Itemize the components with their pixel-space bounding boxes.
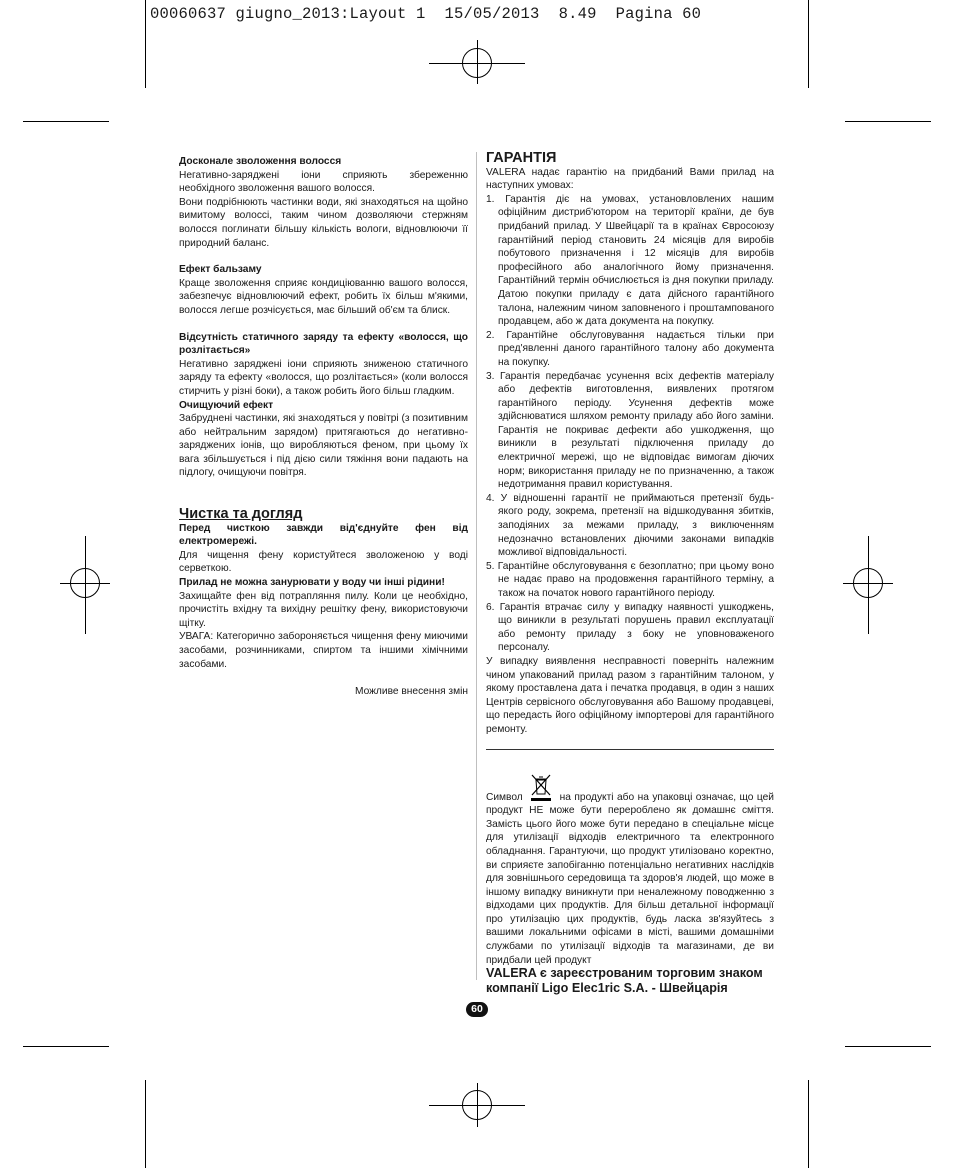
crossed-bin-icon bbox=[529, 772, 553, 802]
column-divider bbox=[476, 152, 477, 980]
left-column bbox=[179, 155, 468, 699]
warranty-item: 1. Гарантія діє на умовах, установловлених нашим офіційним дистриб'ютором на території країни, де був придбаний прилад. У Швейцарії та в країнах Євросоюзу гарантійний період становить 24 місяців для виробів побутового призначення і 12 місяців для виробів професійного або аналогічного йому призначення. Гарантійний термін обчислюється із дня покупки приладу. Датою покупки приладу є дата дійсного гарантійного талона, належним чином заповненого і проштампованого продавцем, або ж дата документа на покупку. bbox=[486, 193, 774, 328]
care-title: Чистка та догляд bbox=[179, 506, 303, 523]
paragraph: Забруднені частинки, які знаходяться у повітрі (з позитивним або нейтральним зарядом) притягаються до негативно-заряджених іонів, що виробляються феном, при цьому їх вага збільшується і під дією сили тяжіння вони падають на підлогу, очищуючи повітря. bbox=[179, 413, 468, 479]
changes-note: Можливе внесення змін bbox=[354, 686, 468, 698]
warranty-item: 6. Гарантія втрачає силу у випадку наявності ушкоджень, що виникли в результаті порушень правил експлуатації або ремонту приладу з боку не уповноваженого персоналу. bbox=[486, 601, 774, 654]
warranty-title: ГАРАНТІЯ bbox=[486, 150, 557, 166]
warranty-intro: VALERA надає гарантію на придбаний Вами прилад на наступних умовах: bbox=[486, 166, 774, 192]
trademark-notice: VALERA є зареєстрованим торговим знаком компанії Ligo Elec1ric S.A. - Швейцарія bbox=[486, 966, 763, 995]
paragraph: Захищайте фен від потрапляння пилу. Коли це необхідно, прочистіть вхідну та вихідну решітку фену, використовуючи щітку. bbox=[179, 590, 468, 629]
warranty-item: 4. У відношенні гарантії не приймаються претензії будь-якого роду, зокрема, претензії на відшкодування збитків, заподіяних за межами приладу, з виключенням недозначно встановлених діючими законами випадків можливої відповідальності. bbox=[486, 492, 774, 559]
paragraph: Краще зволоження сприяє кондиціюванню вашого волосся, забезпечує відновлюючий ефект, робить їх більш м'якими, волосся легше розчісується, має більший об'єм та блиск. bbox=[179, 277, 468, 316]
paragraph: Для чищення фену користуйтеся зволоженою у воді серветкою. bbox=[179, 549, 468, 575]
warranty-item: 2. Гарантійне обслуговування надається тільки при пред'явленні даного гарантійного талону або документа на покупку. bbox=[486, 329, 774, 368]
section-heading: Відсутність статичного заряду та ефекту «волосся, що розлітається» bbox=[179, 331, 468, 357]
warranty-item: 3. Гарантія передбачає усунення всіх дефектів матеріалу або дефектів виготовлення, виявлених протягом гарантійного періоду. Усунення дефектів може здійснюватися шляхом ремонту приладу або його заміни. Гарантія не покриває дефекти або ушкодження, що виникли в результаті підключення приладу до електричної мережі, що не відповідає вимогам діючих норм; використання приладу не по призначенню, а також недотримання правил користування. bbox=[486, 370, 774, 491]
paragraph: Вони подрібнюють частинки води, які знаходяться на щойно вимитому волоссі, таким чином дозволяючи стержням волосся поглинати більшу кількість вологи, відновлюючи її природний баланс. bbox=[179, 196, 468, 249]
page-number: 60 bbox=[466, 1002, 488, 1017]
paragraph: Негативно заряджені іони сприяють зниженою статичного заряду та ефекту «волосся, що розлітається» (коли волосся стирчить у різні боки), а також робить його більш гладким. bbox=[179, 358, 468, 397]
paragraph: Негативно-заряджені іони сприяють збереженню необхідного зволоження вашого волосся. bbox=[179, 169, 468, 195]
warranty-closing: У випадку виявлення несправності поверніть належним чином упакований прилад разом з гарантійним талоном, у якому проставлена дата і печатка продавця, в один з наших Центрів сервісного обслуговування або Вашому продавцеві, що передасть його офіційному імпортерові для гарантійного ремонту. bbox=[486, 655, 774, 735]
weee-paragraph bbox=[486, 772, 774, 968]
weee-text: на продукті або на упаковці означає, що цей продукт НЕ може бути перероблено як домашнє сміття. Замість цього його може бути передано в спеціальне місце для утилізації відходів електричного та електронного обладнання. Гарантуючи, що продукт утилізовано коректно, ви сприяєте запобіганню потенціально негативних наслідків для зовнішнього середовища та здоров'я людей, що може в іншому випадку виникнути при неналежному поводженню з відходами цих продуктів. Для більш детальної інформації про утилізацію цих продуктів, будь ласка зв'язуйтесь з вашими локальними офісами в місті, вашими домашніми службами по утилізації відходів та магазинами, де ви придбали цей продукт bbox=[486, 791, 774, 966]
section-heading: Ефект бальзаму bbox=[179, 264, 262, 276]
print-slug: 00060637 giugno_2013:Layout 1 15/05/2013 8.49 Pagina 60 bbox=[150, 5, 702, 23]
section-heading: Очищуючий ефект bbox=[179, 399, 274, 411]
warranty-item: 5. Гарантійне обслуговування є безоплатно; при цьому воно не надає право на продовження гарантійного терміну, а також на початок нового гарантійного періоду. bbox=[486, 560, 774, 599]
weee-label: Символ bbox=[486, 791, 523, 803]
section-heading: Досконале зволоження волосся bbox=[179, 156, 342, 167]
paragraph: УВАГА: Категорично забороняється чищення фену миючими засобами, розчинниками, спиртом та іншими хімічними засобами. bbox=[179, 631, 468, 670]
care-warning-water: Прилад не можна занурювати у воду чи інші рідини! bbox=[179, 577, 445, 589]
right-column bbox=[486, 152, 774, 967]
care-warning-unplug: Перед чисткою завжди від'єднуйте фен від електромережі. bbox=[179, 522, 468, 548]
